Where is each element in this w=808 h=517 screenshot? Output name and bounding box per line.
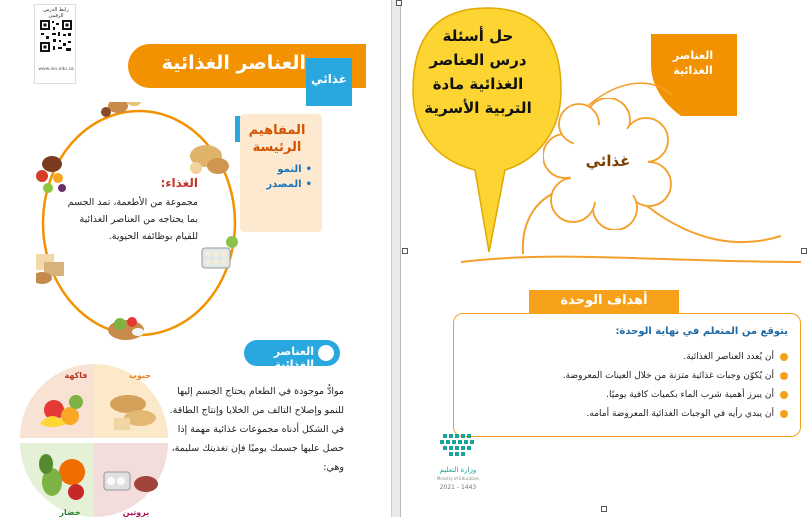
- plate-label-fruit: فاكهة: [64, 371, 88, 380]
- ministry-name-en: Ministry of Education: [436, 476, 480, 481]
- bullet-dot-icon: [780, 391, 788, 399]
- left-page: [0, 0, 392, 517]
- unit-goals-list: [468, 348, 788, 424]
- bubble-line: حل أسئلة: [442, 27, 514, 45]
- qr-code-icon: [39, 19, 73, 53]
- body-paragraph: موادُّ موجودة في الطعام يحتاج الجسم إليها للنمو وإصلاح التالف من الخلايا وإنتاج الطاقة.: [169, 386, 344, 416]
- resize-handle-left[interactable]: [402, 248, 408, 254]
- key-concept-item: • النمو: [242, 162, 312, 177]
- body-paragraph: في الشكل أدناه مجموعات غذائية مهمة إذا حصل عليها جسمك يوميًا فإن تغذيتك سليمة، وهي:: [171, 424, 344, 473]
- food-definition-heading: الغذاء:: [160, 176, 198, 190]
- key-concepts-list: [242, 162, 312, 192]
- unit-goal-item: أن يُكوّن وجبات غذائية متزنة من خلال العينات المعروضة.: [468, 367, 788, 386]
- ministry-name: وزارة التعليم: [439, 466, 477, 474]
- flower-label: غذائي: [585, 152, 631, 170]
- unit-goal-item: أن يُعدد العناصر الغذائية.: [468, 348, 788, 367]
- section-heading-pill: [244, 340, 340, 371]
- plate-label-vegetables: خضار: [59, 508, 81, 517]
- qr-code-box[interactable]: [34, 4, 76, 84]
- tag-badge: [306, 58, 352, 106]
- page-gutter: [392, 0, 400, 517]
- unit-goal-item: أن يبرز أهمية شرب الماء بكميات كافية يوميًا.: [468, 386, 788, 405]
- unit-goals-box: [453, 313, 801, 437]
- key-concept-item: • المصدر: [242, 177, 312, 192]
- resize-handle-right[interactable]: [801, 248, 807, 254]
- food-cluster-bottom: [108, 317, 144, 340]
- bubble-line: الغذائية مادة: [432, 75, 524, 93]
- bullet-dot-icon: [780, 410, 788, 418]
- unit-goal-item: أن يبدي رأيه في الوجبات الغذائية المعروضة أمامه.: [468, 405, 788, 424]
- key-concepts-card: [240, 114, 322, 232]
- right-page: [400, 0, 808, 517]
- key-concepts-title: المفاهيم الرئيسة: [248, 123, 306, 155]
- body-text: [168, 382, 344, 477]
- ministry-logo-icon: [423, 430, 493, 490]
- plate-label-protein: بروتين: [122, 508, 150, 517]
- resize-handle-top[interactable]: [396, 0, 402, 6]
- unit-goals-tab: [529, 290, 679, 314]
- food-definition: [66, 176, 198, 245]
- food-cluster-left-bottom: [36, 254, 64, 284]
- unit-badge-label: العناصر الغذائية: [672, 49, 714, 77]
- ministry-year: 2021 - 1443: [439, 484, 477, 491]
- bubble-line: درس العناصر: [429, 51, 527, 69]
- unit-goals-title: أهداف الوحدة: [560, 293, 648, 308]
- page-title: العناصر الغذائية: [161, 52, 306, 74]
- bullet-dot-icon: [780, 353, 788, 361]
- unit-goals-intro: يتوقع من المتعلم في نهاية الوحدة:: [615, 326, 788, 337]
- food-definition-body: مجموعة من الأطعمة، تمد الجسم بما يحتاجه من العناصر الغذائية للقيام بوظائفه الحيوية.: [67, 197, 198, 242]
- food-cluster-top: [101, 102, 142, 117]
- plate-label-grains: حبوب: [128, 371, 152, 380]
- bullet-circle-icon: [318, 345, 334, 361]
- section-heading: العناصر الغذائية: [273, 345, 314, 371]
- tag-label: غذائي: [311, 72, 347, 86]
- qr-label: رابط الدرس الرقمي: [43, 7, 69, 19]
- qr-url: www.ien.edu.sa: [38, 67, 74, 72]
- food-cluster-left: [36, 156, 66, 193]
- bubble-line: التربية الأسرية: [424, 99, 532, 117]
- resize-handle-bottom[interactable]: [601, 506, 607, 512]
- food-cluster-top-right: [190, 145, 229, 174]
- food-plate-illustration: [20, 364, 168, 517]
- bullet-dot-icon: [780, 372, 788, 380]
